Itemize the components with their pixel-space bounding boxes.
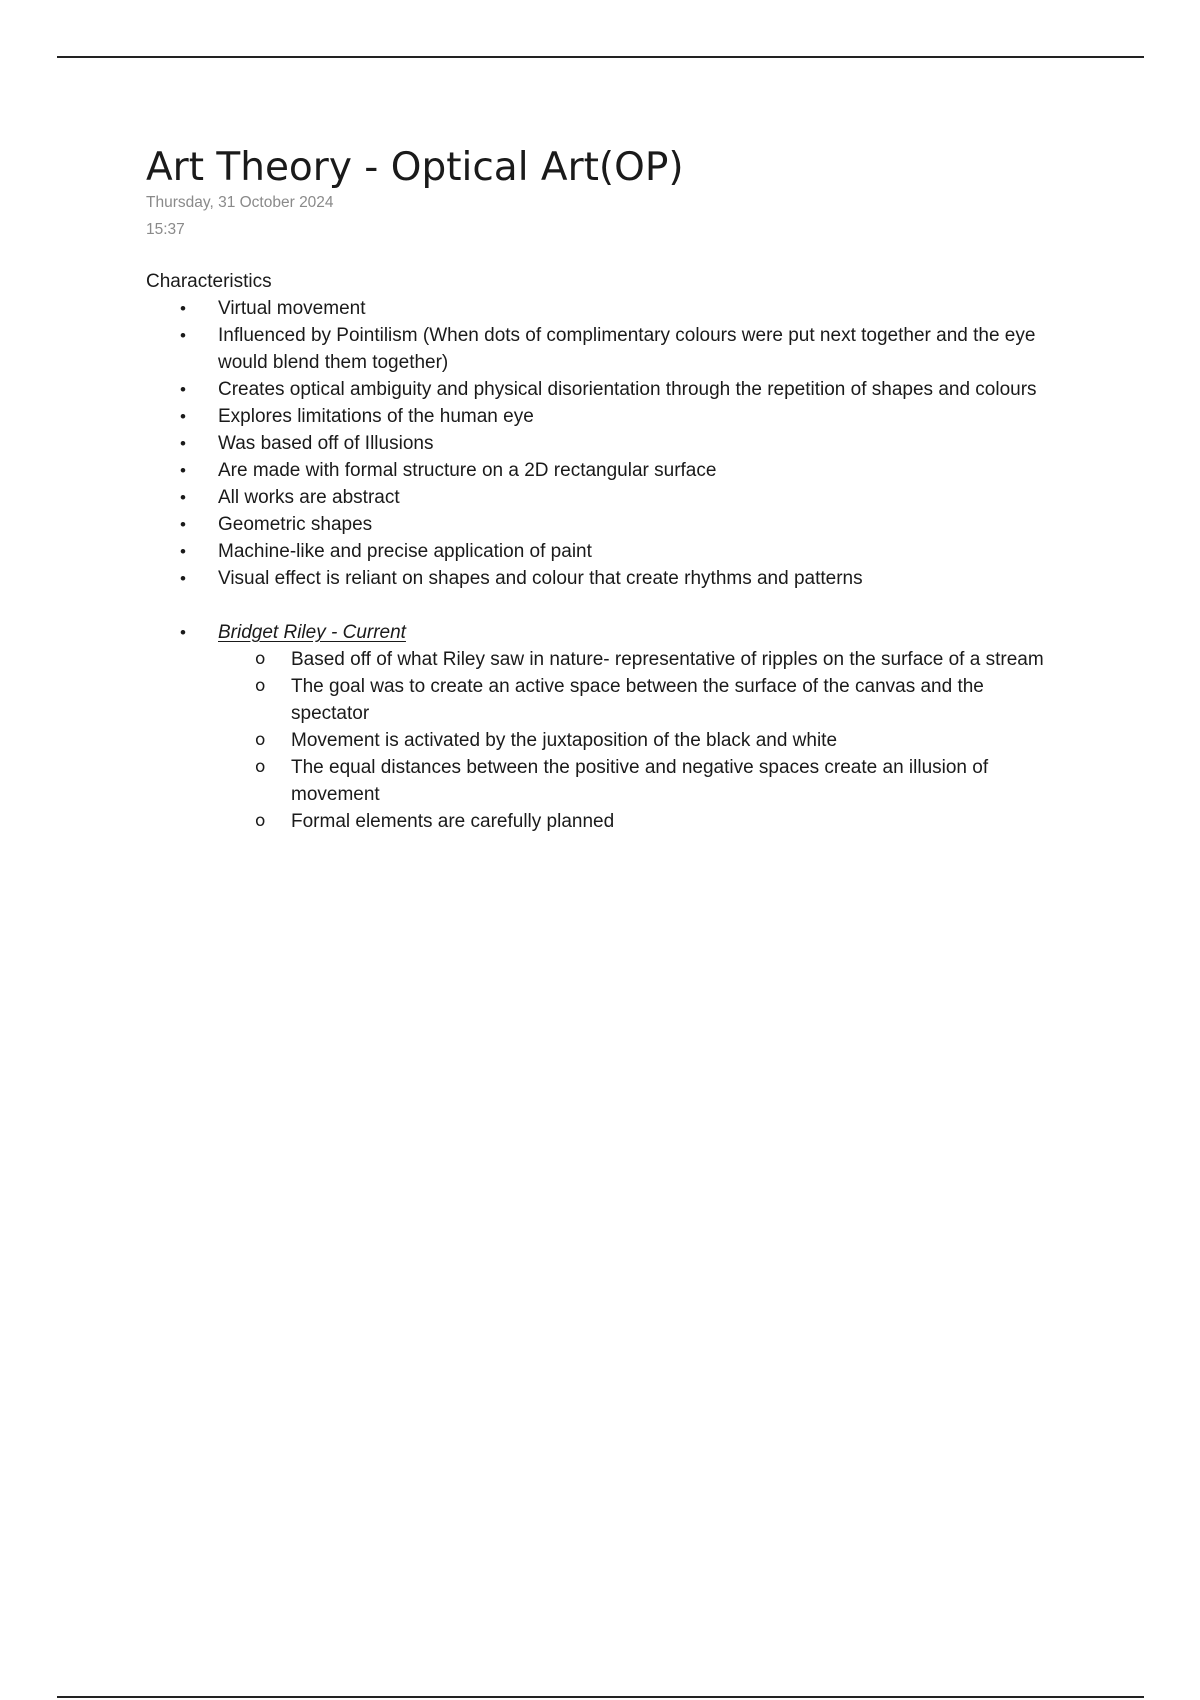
circle-bullet-icon: o bbox=[255, 649, 266, 669]
artwork-notes-list bbox=[218, 646, 1046, 835]
artwork-title: Bridget Riley - Current bbox=[218, 622, 406, 643]
sub-list-item-text: The goal was to create an active space between the surface of the canvas and the spectator bbox=[291, 676, 984, 724]
bullet-icon: • bbox=[180, 488, 186, 507]
bullet-icon: • bbox=[180, 623, 186, 642]
bullet-icon: • bbox=[180, 515, 186, 534]
page-title: Art Theory - Optical Art(OP) bbox=[146, 145, 684, 190]
top-divider bbox=[57, 56, 1144, 58]
list-item-text: Geometric shapes bbox=[218, 514, 373, 535]
list-item-text: Machine-like and precise application of paint bbox=[218, 541, 592, 562]
bullet-icon: • bbox=[180, 434, 186, 453]
list-item bbox=[180, 322, 1046, 376]
bullet-icon: • bbox=[180, 542, 186, 561]
list-item bbox=[180, 430, 1046, 457]
list-item-text: Creates optical ambiguity and physical disorientation through the repetition of shapes and colours bbox=[218, 379, 1037, 400]
note-body bbox=[146, 268, 1046, 835]
bullet-icon: • bbox=[180, 569, 186, 588]
list-item bbox=[180, 295, 1046, 322]
sub-list-item-text: Movement is activated by the juxtaposition of the black and white bbox=[291, 730, 838, 751]
circle-bullet-icon: o bbox=[255, 811, 266, 831]
bullet-icon: • bbox=[180, 407, 186, 426]
list-item-text: Are made with formal structure on a 2D rectangular surface bbox=[218, 460, 717, 481]
list-item-text: All works are abstract bbox=[218, 487, 400, 508]
page-time: 15:37 bbox=[146, 221, 185, 238]
list-item bbox=[180, 403, 1046, 430]
circle-bullet-icon: o bbox=[255, 676, 266, 696]
list-item bbox=[180, 457, 1046, 484]
list-item bbox=[180, 511, 1046, 538]
artwork-list bbox=[146, 619, 1046, 835]
artwork-item bbox=[180, 619, 1046, 835]
sub-list-item bbox=[255, 673, 1046, 727]
sub-list-item bbox=[255, 727, 1046, 754]
list-item-text: Explores limitations of the human eye bbox=[218, 406, 534, 427]
circle-bullet-icon: o bbox=[255, 730, 266, 750]
circle-bullet-icon: o bbox=[255, 757, 266, 777]
bullet-icon: • bbox=[180, 461, 186, 480]
list-item-text: Was based off of Illusions bbox=[218, 433, 434, 454]
section-heading: Characteristics bbox=[146, 271, 272, 292]
sub-list-item bbox=[255, 808, 1046, 835]
sub-list-item-text: Based off of what Riley saw in nature- representative of ripples on the surface of a stream bbox=[291, 649, 1044, 670]
sub-list-item-text: Formal elements are carefully planned bbox=[291, 811, 615, 832]
bullet-icon: • bbox=[180, 299, 186, 318]
list-item bbox=[180, 565, 1046, 592]
sub-list-item bbox=[255, 646, 1046, 673]
sub-list-item bbox=[255, 754, 1046, 808]
blank-line bbox=[146, 592, 1046, 619]
sub-list-item-text: The equal distances between the positive and negative spaces create an illusion of movement bbox=[291, 757, 989, 805]
list-item-text: Virtual movement bbox=[218, 298, 366, 319]
bullet-icon: • bbox=[180, 326, 186, 345]
bottom-divider bbox=[57, 1696, 1144, 1698]
list-item bbox=[180, 538, 1046, 565]
bullet-icon: • bbox=[180, 380, 186, 399]
list-item bbox=[180, 484, 1046, 511]
list-item bbox=[180, 376, 1046, 403]
list-item-text: Influenced by Pointilism (When dots of complimentary colours were put next together and the eye would blend them together) bbox=[218, 325, 1036, 373]
page-date: Thursday, 31 October 2024 bbox=[146, 194, 334, 211]
list-item-text: Visual effect is reliant on shapes and colour that create rhythms and patterns bbox=[218, 568, 863, 589]
characteristics-list bbox=[146, 295, 1046, 592]
